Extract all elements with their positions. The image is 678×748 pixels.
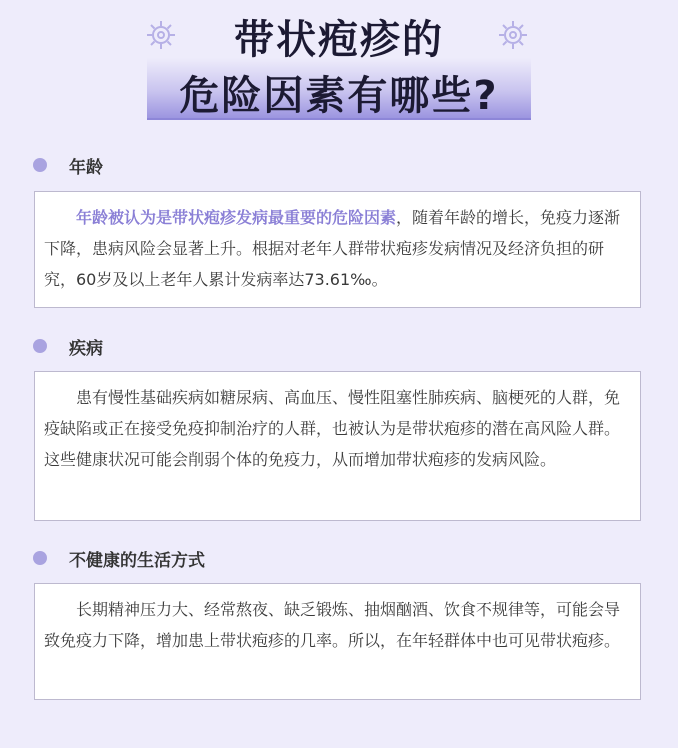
section-heading-age — [33, 153, 103, 177]
bullet-dot-icon — [33, 339, 47, 353]
card-paragraph: 长期精神压力大、经常熬夜、缺乏锻炼、抽烟酗酒、饮食不规律等，可能会导致免疫力下降，增加患上带状疱疹的几率。所以，在年轻群体中也可见带状疱疹。 — [44, 600, 621, 650]
body-text: ，随着年龄的增长，免疫力逐渐下降，患病风险会显著上升。根据对老年人群带状疱疹发病情况及经济负担的研究，60岁及以上老年人累计发病率达73.61‰。 — [44, 208, 621, 289]
info-card-disease — [34, 371, 641, 521]
page-title-line2: 危险因素有哪些? — [179, 73, 499, 119]
card-paragraph: 患有慢性基础疾病如糖尿病、高血压、慢性阻塞性肺疾病、脑梗死的人群，免疫缺陷或正在接受免疫抑制治疗的人群，也被认为是带状疱疹的潜在高风险人群。这些健康状况可能会削弱个体的免疫力，从而增加带状疱疹的发病风险。 — [44, 388, 621, 469]
title-banner — [0, 0, 678, 130]
bullet-dot-icon — [33, 158, 47, 172]
page-title-line1: 带状疱疹的 — [234, 17, 444, 63]
section-title: 疾病 — [69, 338, 103, 359]
highlight-text: 年龄被认为是带状疱疹发病最重要的危险因素 — [76, 208, 397, 227]
info-card-age — [34, 191, 641, 308]
section-heading-disease — [33, 334, 103, 358]
card-paragraph — [44, 202, 631, 295]
bullet-dot-icon — [33, 551, 47, 565]
section-title: 年龄 — [69, 157, 103, 178]
info-card-lifestyle — [34, 583, 641, 700]
section-title: 不健康的生活方式 — [69, 550, 205, 571]
section-heading-lifestyle — [33, 546, 205, 570]
